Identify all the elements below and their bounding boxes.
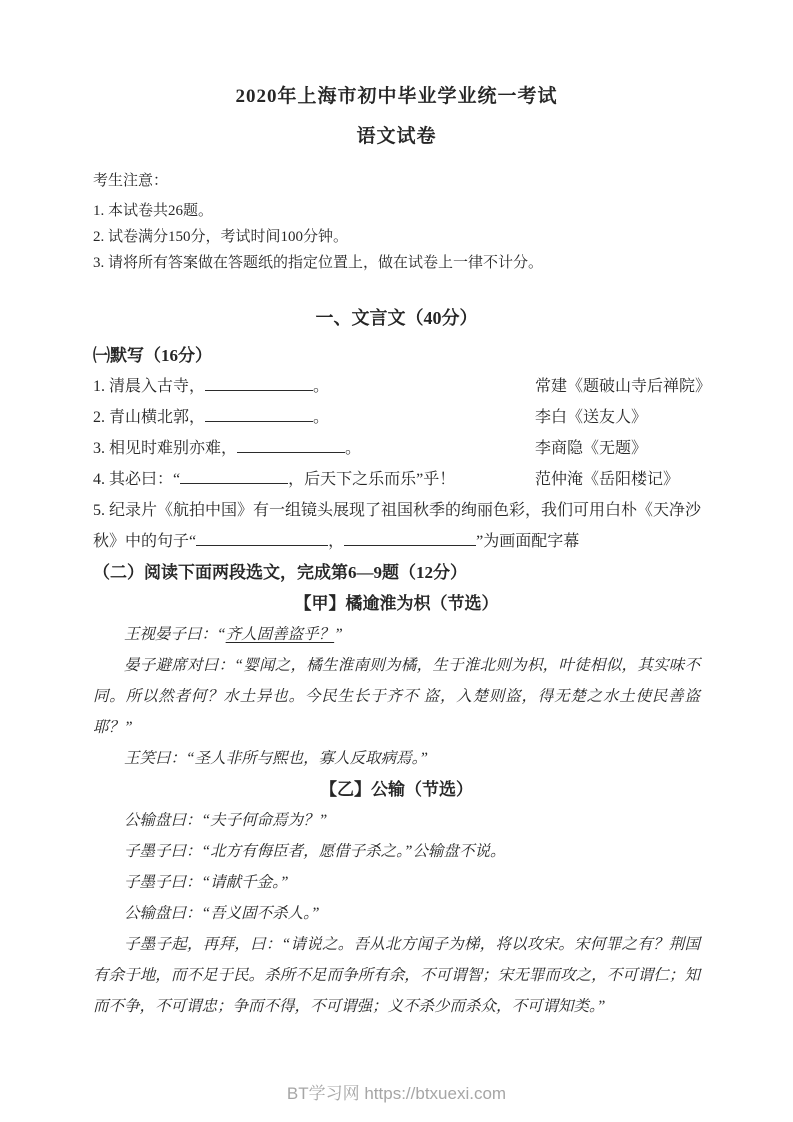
dictation-item-1-punct: 。 bbox=[313, 378, 330, 395]
fill-in-blank bbox=[180, 469, 288, 484]
dictation-item-1-source: 常建《题破山寺后禅院》 bbox=[535, 378, 712, 395]
dictation-item-3-punct: 。 bbox=[345, 440, 362, 457]
passage-b-paragraph-1: 公输盘曰：“夫子何命焉为？” bbox=[124, 812, 328, 829]
dictation-item-3-source: 李商隐《无题》 bbox=[535, 440, 648, 457]
page-subtitle: 语文试卷 bbox=[356, 126, 437, 147]
page-title: 2020年上海市初中毕业学业统一考试 bbox=[235, 86, 558, 107]
dictation-item-2 bbox=[93, 402, 700, 433]
dictation-item-4 bbox=[93, 464, 700, 495]
passage-b bbox=[93, 774, 700, 1022]
section-1-heading: 一、文言文（40分） bbox=[315, 308, 478, 328]
fill-in-blank bbox=[205, 407, 313, 422]
passage-b-paragraph-4: 公输盘曰：“吾义固不杀人。” bbox=[124, 905, 320, 922]
dictation-item-4-text: 4. 其必曰：“ bbox=[93, 471, 181, 488]
dictation-item-2-source: 李白《送友人》 bbox=[535, 409, 648, 426]
dictation-item-5-suffix: ”为画面配字幕 bbox=[476, 533, 580, 550]
fill-in-blank bbox=[344, 531, 476, 546]
passage-a bbox=[93, 588, 700, 774]
fill-in-blank bbox=[205, 376, 313, 391]
fill-in-blank bbox=[196, 531, 328, 546]
reading-instructions: （二）阅读下面两段选文，完成第6—9题（12分） bbox=[93, 563, 467, 582]
notice-item-1: 1. 本试卷共26题。 bbox=[93, 203, 214, 219]
notice-heading: 考生注意： bbox=[93, 173, 169, 189]
dictation-item-5-text: 秋》中的句子“ bbox=[93, 533, 197, 550]
candidate-notice bbox=[93, 170, 700, 276]
dictation-item-5-line-2 bbox=[93, 526, 700, 557]
notice-item-3: 3. 请将所有答案做在答题纸的指定位置上，做在试卷上一律不计分。 bbox=[93, 255, 544, 271]
passage-a-p1-lead: 王视晏子曰：“ bbox=[124, 626, 226, 643]
dictation-item-5-line-1: 5. 纪录片《航拍中国》有一组镜头展现了祖国秋季的绚丽色彩，我们可用白朴《天净沙 bbox=[93, 502, 702, 519]
dictation-item-1 bbox=[93, 371, 712, 402]
passage-a-p1-close: ” bbox=[334, 626, 343, 643]
passage-a-paragraph-2: 晏子避席对曰：“婴闻之，橘生淮南则为橘，生于淮北则为枳，叶徒相似，其实味不同。所以然者何？水土异也。今民生长于齐不 盗，入楚则盗，得无楚之水土使民善盗耶？” bbox=[93, 657, 700, 736]
underlined-phrase: 齐人固善盗乎？ bbox=[225, 626, 335, 643]
passage-b-paragraph-5: 子墨子起，再拜，曰：“请说之。吾从北方闻子为梯，将以攻宋。宋何罪之有？荆国有余于地，而不足于民。杀所不足而争所有余，不可谓智；宋无罪而攻之，不可谓仁；知而不争，不可谓忠；争而不得，不可谓强；义不杀少而杀众，不可谓知类。” bbox=[93, 936, 700, 1015]
dictation-item-5-separator: ， bbox=[328, 533, 345, 550]
fill-in-blank bbox=[237, 438, 345, 453]
dictation-heading: ㈠默写（16分） bbox=[93, 346, 212, 365]
dictation-item-4-source: 范仲淹《岳阳楼记》 bbox=[535, 471, 680, 488]
passage-b-paragraph-2: 子墨子曰：“北方有侮臣者，愿借子杀之。”公输盘不说。 bbox=[124, 843, 506, 860]
dictation-item-3 bbox=[93, 433, 700, 464]
dictation-item-1-text: 1. 清晨入古寺， bbox=[93, 378, 206, 395]
dictation-item-3-text: 3. 相见时难别亦难， bbox=[93, 440, 238, 457]
dictation-item-2-text: 2. 青山横北郭， bbox=[93, 409, 206, 426]
dictation-item-2-punct: 。 bbox=[313, 409, 330, 426]
passage-a-paragraph-3: 王笑曰：“圣人非所与熙也，寡人反取病焉。” bbox=[124, 750, 428, 767]
passage-a-title: 【甲】橘逾淮为枳（节选） bbox=[294, 594, 499, 613]
notice-item-2: 2. 试卷满分150分，考试时间100分钟。 bbox=[93, 229, 349, 245]
watermark-footer: BT学习网 https://btxuexi.com bbox=[286, 1084, 507, 1103]
passage-b-paragraph-3: 子墨子曰：“请献千金。” bbox=[124, 874, 289, 891]
dictation-item-4-punct: ，后天下之乐而乐”乎！ bbox=[288, 471, 456, 488]
passage-a-paragraph-1 bbox=[93, 619, 700, 650]
passage-b-title: 【乙】公输（节选） bbox=[320, 780, 473, 799]
